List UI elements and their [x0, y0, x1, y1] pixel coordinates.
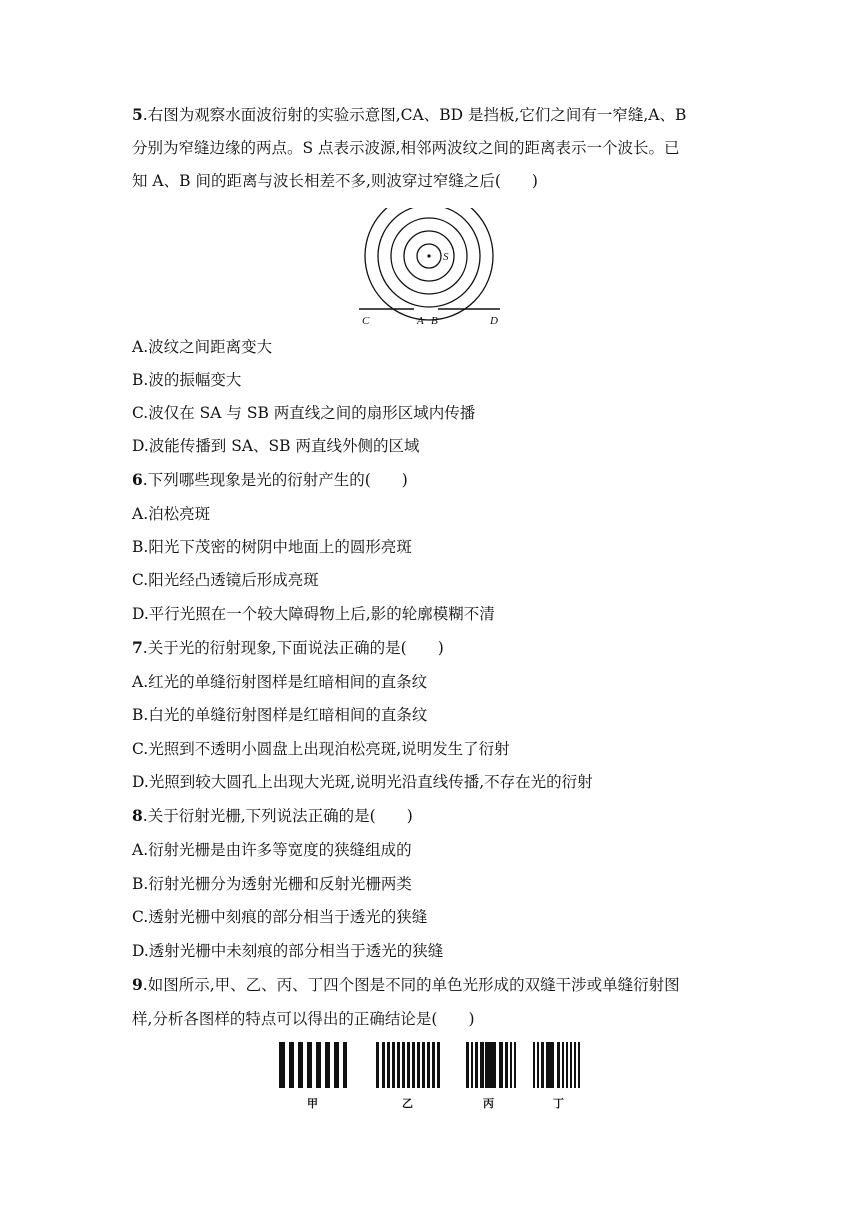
wave-circle-5 — [365, 208, 493, 320]
q5-number: 5 — [132, 105, 143, 124]
pattern-bing-fringe — [475, 1042, 478, 1088]
wave-diffraction-figure — [355, 208, 515, 330]
q8-option-a: A.衍射光栅是由许多等宽度的狭缝组成的 — [132, 841, 412, 859]
label-d: D — [490, 315, 498, 327]
pattern-yi — [376, 1042, 440, 1088]
label-jia: 甲 — [307, 1097, 318, 1110]
q7-option-a: A.红光的单缝衍射图样是红暗相间的直条纹 — [132, 673, 428, 691]
q5-option-a: A.波纹之间距离变大 — [132, 338, 273, 356]
pattern-jia-fringe — [289, 1042, 294, 1088]
pattern-bing-fringe — [514, 1042, 516, 1088]
pattern-yi-fringe — [427, 1042, 430, 1088]
pattern-jia-fringe — [343, 1042, 347, 1088]
label-yi: 乙 — [402, 1097, 413, 1110]
pattern-bing-fringe — [466, 1042, 469, 1088]
pattern-ding — [533, 1042, 580, 1088]
q8-option-d: D.透射光栅中未刻痕的部分相当于透光的狭缝 — [132, 942, 444, 960]
pattern-ding-fringe — [566, 1042, 568, 1088]
q6-number: 6 — [132, 470, 143, 489]
pattern-yi-fringe — [407, 1042, 410, 1088]
pattern-bing-fringe — [471, 1042, 473, 1088]
pattern-yi-fringe — [417, 1042, 420, 1088]
pattern-ding-fringe — [546, 1042, 554, 1088]
label-ding: 丁 — [553, 1097, 564, 1110]
wave-source-dot — [427, 254, 430, 257]
pattern-jia — [279, 1042, 347, 1088]
q6-option-c: C.阳光经凸透镜后形成亮斑 — [132, 571, 319, 589]
q5-option-b: B.波的振幅变大 — [132, 371, 242, 389]
pattern-bing-fringe — [480, 1042, 484, 1088]
pattern-ding-fringe — [533, 1042, 535, 1088]
pattern-bing-fringe — [510, 1042, 512, 1088]
pattern-jia-fringe — [298, 1042, 303, 1088]
pattern-bing — [466, 1042, 516, 1088]
q6-option-d: D.平行光照在一个较大障碍物上后,影的轮廓模糊不清 — [132, 605, 495, 623]
label-b: B — [431, 315, 438, 327]
q5-stem-line-1: 5.右图为观察水面波衍射的实验示意图,CA、BD 是挡板,它们之间有一窄缝,A、B — [132, 105, 687, 124]
pattern-yi-fringe — [392, 1042, 395, 1088]
pattern-bing-fringe — [505, 1042, 508, 1088]
q5-stem-line-3: 知 A、B 间的距离与波长相差不多,则波穿过窄缝之后( ) — [132, 172, 538, 190]
pattern-yi-fringe — [402, 1042, 405, 1088]
pattern-yi-fringe — [397, 1042, 400, 1088]
pattern-bing-fringe — [499, 1042, 503, 1088]
q8-option-b: B.衍射光栅分为透射光栅和反射光栅两类 — [132, 875, 412, 893]
pattern-jia-fringe — [316, 1042, 321, 1088]
q6-option-a: A.泊松亮斑 — [132, 505, 211, 523]
q7-stem: 7.关于光的衍射现象,下面说法正确的是( ) — [132, 638, 444, 657]
pattern-yi-fringe — [387, 1042, 390, 1088]
pattern-ding-fringe — [537, 1042, 539, 1088]
label-s: S — [443, 251, 449, 263]
q5-option-c: C.波仅在 SA 与 SB 两直线之间的扇形区域内传播 — [132, 404, 476, 422]
q8-number: 8 — [132, 806, 143, 825]
label-a: A — [417, 315, 424, 327]
pattern-ding-fringe — [570, 1042, 572, 1088]
pattern-yi-fringe — [432, 1042, 435, 1088]
label-c: C — [362, 315, 370, 327]
q7-option-b: B.白光的单缝衍射图样是红暗相间的直条纹 — [132, 706, 428, 724]
q9-number: 9 — [132, 975, 143, 994]
q6-option-b: B.阳光下茂密的树阴中地面上的圆形亮斑 — [132, 538, 412, 556]
pattern-yi-fringe — [376, 1042, 379, 1088]
q8-option-c: C.透射光栅中刻痕的部分相当于透光的狭缝 — [132, 908, 428, 926]
q7-option-c: C.光照到不透明小圆盘上出现泊松亮斑,说明发生了衍射 — [132, 740, 510, 758]
pattern-yi-fringe — [422, 1042, 425, 1088]
pattern-yi-fringe — [437, 1042, 440, 1088]
q9-stem-line-2: 样,分析各图样的特点可以得出的正确结论是( ) — [132, 1010, 475, 1028]
pattern-jia-fringe — [325, 1042, 330, 1088]
pattern-ding-fringe — [557, 1042, 560, 1088]
pattern-yi-fringe — [412, 1042, 415, 1088]
pattern-jia-fringe — [334, 1042, 339, 1088]
fringe-patterns-figure — [270, 1038, 590, 1112]
q5-stem-line-2: 分别为窄缝边缘的两点。S 点表示波源,相邻两波纹之间的距离表示一个波长。已 — [132, 139, 680, 157]
label-bing: 丙 — [483, 1097, 494, 1110]
pattern-jia-fringe — [307, 1042, 312, 1088]
pattern-jia-fringe — [279, 1042, 285, 1088]
q7-number: 7 — [132, 638, 143, 657]
pattern-ding-fringe — [574, 1042, 576, 1088]
q9-stem-line-1: 9.如图所示,甲、乙、丙、丁四个图是不同的单色光形成的双缝干涉或单缝衍射图 — [132, 975, 680, 994]
pattern-ding-fringe — [578, 1042, 580, 1088]
pattern-ding-fringe — [562, 1042, 564, 1088]
pattern-bing-fringe — [485, 1042, 496, 1088]
q5-option-d: D.波能传播到 SA、SB 两直线外侧的区域 — [132, 437, 420, 455]
q7-option-d: D.光照到较大圆孔上出现大光斑,说明光沿直线传播,不存在光的衍射 — [132, 773, 593, 791]
q8-stem: 8.关于衍射光栅,下列说法正确的是( ) — [132, 806, 413, 825]
pattern-ding-fringe — [541, 1042, 544, 1088]
pattern-yi-fringe — [382, 1042, 385, 1088]
q6-stem: 6.下列哪些现象是光的衍射产生的( ) — [132, 470, 408, 489]
